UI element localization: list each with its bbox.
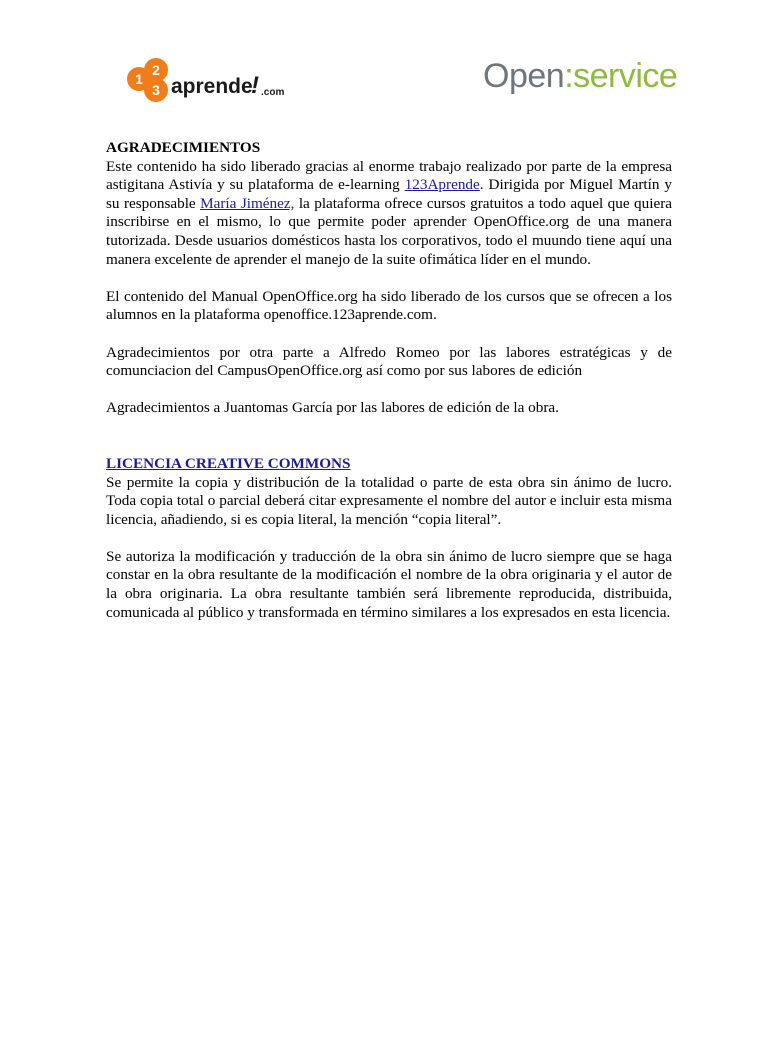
logo-digit-3: 3 [152, 82, 160, 98]
spacer [106, 418, 672, 455]
paragraph-licencia-copia: Se permite la copia y distribución de la totalidad o parte de esta obra sin ánimo de lucro. Toda copia total o parcial deberá citar expresamente el nombre del autor e incluir esta misma licencia, añadiendo, si es copia literal, la mención “copia literal”. [106, 473, 672, 528]
paragraph-alfredo-romeo: Agradecimientos por otra parte a Alfredo Romeo por las labores estratégicas y de comunciacion del CampusOpenOffice.org así como por sus labores de edición [106, 343, 672, 380]
paragraph-licencia-modificacion: Se autoriza la modificación y traducción de la obra sin ánimo de lucro siempre que se haga constar en la obra resultante de la modificación el nombre de la obra originaria y el autor de la obra originaria. La obra resultante también será libremente reproducida, distribuida, comunicada al público y transformada en término similares a los expresados en esta licencia. [106, 547, 672, 621]
openservice-logo [483, 54, 677, 98]
logo-colon-text: : [564, 57, 574, 95]
spacer [106, 325, 672, 344]
heading-agradecimientos: AGRADECIMIENTOS [106, 139, 261, 156]
paragraph-manual: El contenido del Manual OpenOffice.org ha sido liberado de los cursos que se ofrecen a los alumnos en la plataforma openoffice.123aprende.com. [106, 287, 672, 324]
logo-aprende-text: aprende [171, 75, 253, 98]
paragraph-juantomas: Agradecimientos a Juantomas García por las labores de edición de la obra. [106, 399, 559, 417]
logo-dotcom-text: .com [261, 87, 285, 98]
document-body [106, 139, 672, 622]
logo-digit-2: 2 [152, 62, 160, 78]
paragraph-text: la plataforma ofrece cursos gratuitos a todo aquel que quiera inscribirse en el mismo, lo que permite poder aprender OpenOffice.org de una manera tutorizada. Desde usuarios domésticos hasta los corporativos, todo el muundo tiene aquí una manera excelente de aprender el manejo de la suite ofimática líder en el mundo. [106, 194, 673, 268]
logo-service-text: service [573, 57, 678, 95]
logo-exclamation: ! [251, 72, 259, 99]
123aprende-logo [125, 58, 325, 104]
paragraph-astivia [106, 158, 672, 270]
spacer [106, 529, 672, 548]
paragraph-text: . Dirigida por Miguel Martín y su responsable [106, 176, 672, 212]
logo-digit-1: 1 [135, 71, 143, 87]
spacer [106, 381, 672, 400]
logo-open-text: Open [483, 57, 565, 95]
heading-licencia-link[interactable]: LICENCIA CREATIVE COMMONS [106, 454, 351, 472]
spacer [106, 269, 672, 288]
link-maria-jimenez[interactable]: María Jiménez, [200, 194, 295, 212]
link-123aprende[interactable]: 123Aprende [404, 176, 480, 194]
paragraph-text: Este contenido ha sido liberado gracias al enorme trabajo realizado por parte de la empresa astigitana Astivía y su plataforma de e-learning [106, 157, 672, 194]
